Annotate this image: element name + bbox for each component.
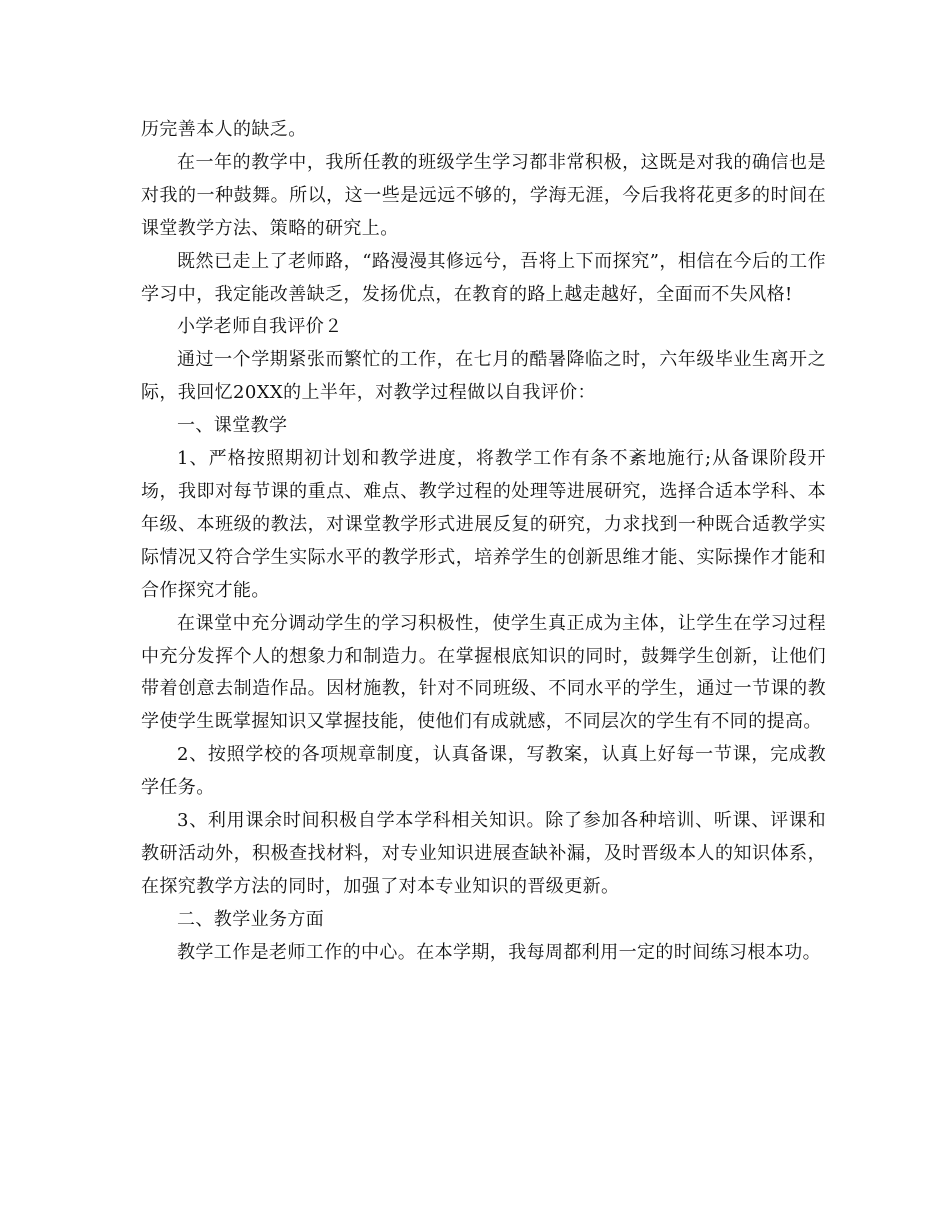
paragraph-1: 历完善本人的缺乏。	[141, 119, 307, 140]
paragraph-7: 1、严格按照期初计划和教学进度，将教学工作有条不紊地施行;从备课阶段开场，我即对每节课的重点、难点、教学过程的处理等进展研究，选择合适本学科、本年级、本班级的教法，对课堂教学形式进展反复的研究，力求找到一种既合适教学实际情况又符合学生实际水平的教学形式，培养学生的创新思维才能、实际操作才能和合作探究才能。	[141, 448, 826, 601]
section-title-self-evaluation-2: 小学老师自我评价２	[177, 316, 343, 338]
paragraph-8: 在课堂中充分调动学生的学习积极性，使学生真正成为主体，让学生在学习过程中充分发挥个人的想象力和制造力。在掌握根底知识的同时，鼓舞学生创新，让他们带着创意去制造作品。因材施教，针对不同班级、不同水平的学生，通过一节课的教学使学生既掌握知识又掌握技能，使他们有成就感，不同层次的学生有不同的提高。	[141, 612, 826, 733]
paragraph-3: 既然已走上了老师路，“路漫漫其修远兮，吾将上下而探究”，相信在今后的工作学习中，我定能改善缺乏，发扬优点，在教育的路上越走越好，全面而不失风格!	[141, 250, 826, 305]
paragraph-9: 2、按照学校的各项规章制度，认真备课，写教案，认真上好每一节课，完成教学任务。	[141, 744, 826, 799]
paragraph-12: 教学工作是老师工作的中心。在本学期，我每周都利用一定的时间练习根本功。	[177, 941, 821, 963]
paragraph-2: 在一年的教学中，我所任教的班级学生学习都非常积极，这既是对我的确信也是对我的一种鼓舞。所以，这一些是远远不够的，学海无涯，今后我将花更多的时间在课堂教学方法、策略的研究上。	[141, 151, 826, 239]
document-body	[141, 114, 826, 970]
section-heading-classroom-teaching: 一、课堂教学	[177, 415, 288, 437]
paragraph-10: 3、利用课余时间积极自学本学科相关知识。除了参加各种培训、听课、评课和教研活动外，积极查找材料，对专业知识进展查缺补漏，及时晋级本人的知识体系，在探究教学方法的同时，加强了对本专业知识的晋级更新。	[141, 810, 826, 897]
paragraph-5: 通过一个学期紧张而繁忙的工作，在七月的酷暑降临之时，六年级毕业生离开之际，我回忆20XX的上半年，对教学过程做以自我评价：	[141, 349, 826, 404]
section-heading-teaching-business: 二、教学业务方面	[177, 908, 325, 930]
